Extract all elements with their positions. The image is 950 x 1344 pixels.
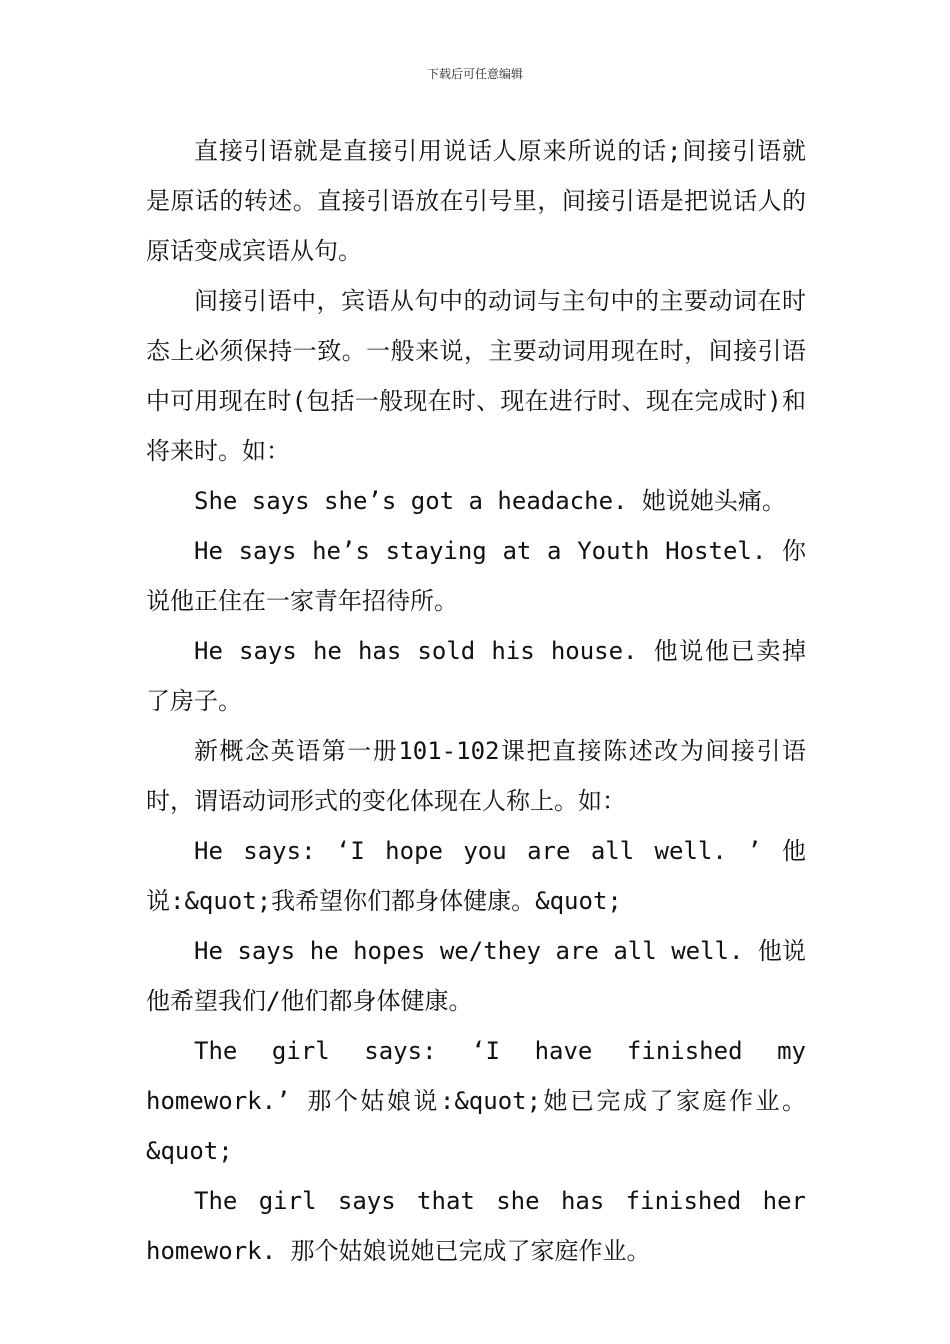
document-body — [146, 126, 806, 1276]
example-headache: She says she’s got a headache. 她说她头痛。 — [194, 487, 786, 515]
example-hope-direct: He says: ‘I hope you are all well. ’ 他说:&quot;我希望你们都身体健康。&quot; — [146, 837, 806, 915]
example-homework-indirect: The girl says that she has finished her homework. 那个姑娘说她已完成了家庭作业。 — [146, 1187, 806, 1265]
paragraph-lesson-note: 新概念英语第一册101-102课把直接陈述改为间接引语时，谓语动词形式的变化体现在人称上。如： — [146, 737, 806, 815]
paragraph-direct-indirect-definition: 直接引语就是直接引用说话人原来所说的话;间接引语就是原话的转述。直接引语放在引号里，间接引语是把说话人的原话变成宾语从句。 — [146, 137, 806, 265]
page-header: 下载后可任意编辑 — [426, 67, 523, 81]
example-sold-house: He says he has sold his house. 他说他已卖掉了房子。 — [146, 637, 806, 715]
example-youth-hostel: He says he’s staying at a Youth Hostel. 你说他正住在一家青年招待所。 — [146, 537, 806, 615]
example-homework-direct: The girl says: ‘I have finished my homework.’ 那个姑娘说:&quot;她已完成了家庭作业。&quot; — [146, 1037, 806, 1165]
paragraph-tense-agreement: 间接引语中，宾语从句中的动词与主句中的主要动词在时态上必须保持一致。一般来说，主要动词用现在时，间接引语中可用现在时(包括一般现在时、现在进行时、现在完成时)和将来时。如： — [146, 287, 806, 465]
example-hope-indirect: He says he hopes we/they are all well. 他说他希望我们/他们都身体健康。 — [146, 937, 806, 1015]
